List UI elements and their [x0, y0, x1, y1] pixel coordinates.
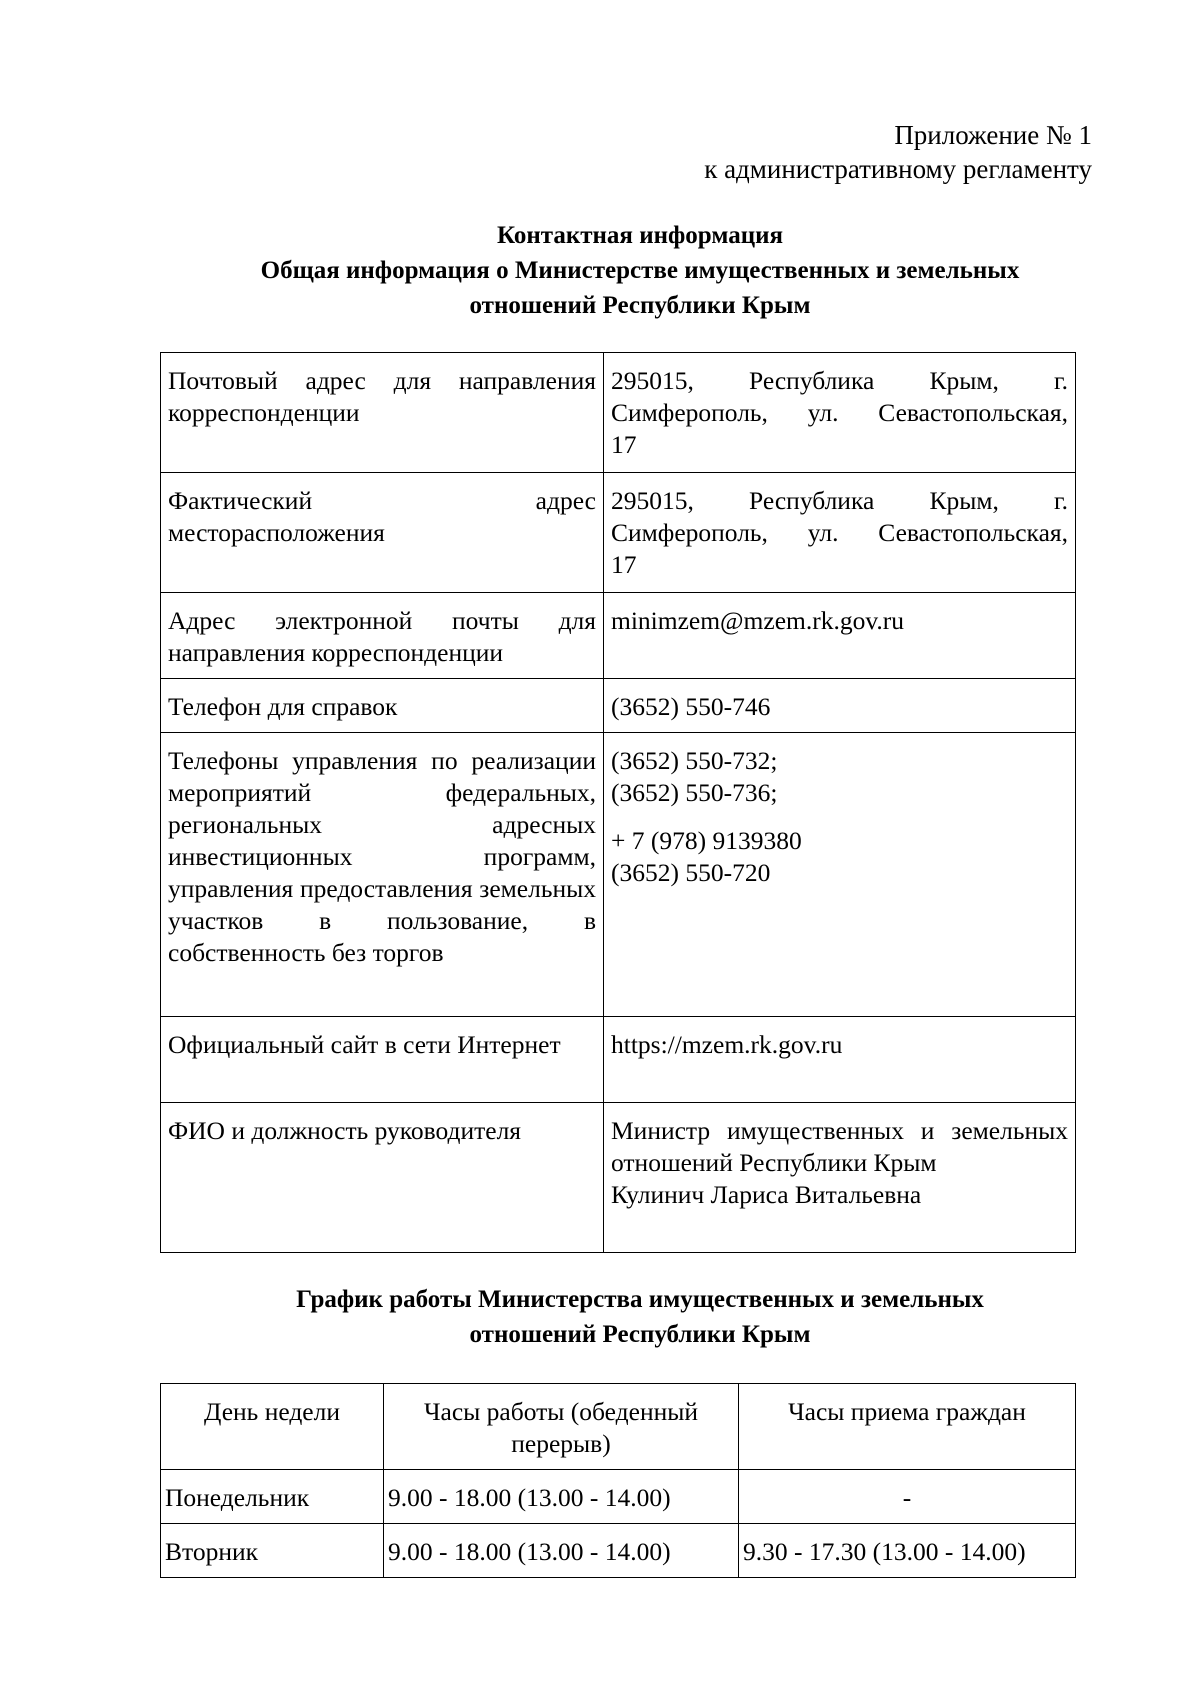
department-phones-value [604, 733, 1076, 1017]
postal-address-line: 17 [611, 430, 637, 459]
table-row [161, 473, 1076, 593]
head-label: ФИО и должность руководителя [161, 1103, 604, 1253]
department-phone: (3652) 550-732; [611, 746, 778, 775]
actual-address-value [604, 473, 1076, 593]
head-position: Министр имущественных и земельных отношений Республики Крым [611, 1116, 1068, 1177]
spacer [611, 809, 1068, 825]
annex-reference: к административному регламенту [704, 154, 1092, 184]
table-row [161, 1103, 1076, 1253]
actual-address-line: Симферополь, ул. Севастопольская, [611, 518, 1068, 547]
hours-cell: 9.00 - 18.00 (13.00 - 14.00) [384, 1470, 739, 1524]
actual-address-label-line: Фактический адрес [168, 486, 596, 515]
department-phone: (3652) 550-736; [611, 778, 778, 807]
table-row [161, 1524, 1076, 1578]
phone-value: (3652) 550-746 [604, 679, 1076, 733]
actual-address-line: 295015, Республика Крым, г. [611, 486, 1068, 515]
actual-address-line: 17 [611, 550, 637, 579]
hours-cell: 9.00 - 18.00 (13.00 - 14.00) [384, 1524, 739, 1578]
title-line-2: Общая информация о Министерстве имущественных и земельных [260, 257, 1020, 284]
department-phones-label: Телефоны управления по реализации мероприятий федеральных, региональных адресных инвестиционных программ, управления предоставления земельных участков в пользование, в собственность без торгов [161, 733, 604, 1017]
actual-address-label [161, 473, 604, 593]
contacts-table [160, 352, 1076, 1253]
schedule-title-line-2: отношений Республики Крым [469, 1321, 811, 1348]
header-reception: Часы приема граждан [739, 1384, 1076, 1470]
table-row [161, 353, 1076, 473]
reception-cell: 9.30 - 17.30 (13.00 - 14.00) [739, 1524, 1076, 1578]
schedule-title-line-1: График работы Министерства имущественных и земельных [296, 1286, 984, 1313]
table-row [161, 1017, 1076, 1103]
website-label: Официальный сайт в сети Интернет [161, 1017, 604, 1103]
day-cell: Понедельник [161, 1470, 384, 1524]
email-label: Адрес электронной почты для направления корреспонденции [161, 593, 604, 679]
header-hours: Часы работы (обеденный перерыв) [384, 1384, 739, 1470]
postal-address-line: Симферополь, ул. Севастопольская, [611, 398, 1068, 427]
postal-address-value [604, 353, 1076, 473]
header-day: День недели [161, 1384, 384, 1470]
email-value[interactable]: minimzem@mzem.rk.gov.ru [604, 593, 1076, 679]
website-value[interactable]: https://mzem.rk.gov.ru [604, 1017, 1076, 1103]
head-value [604, 1103, 1076, 1253]
day-cell: Вторник [161, 1524, 384, 1578]
department-phone: + 7 (978) 9139380 [611, 826, 802, 855]
reception-cell: - [739, 1470, 1076, 1524]
phone-label: Телефон для справок [161, 679, 604, 733]
table-row [161, 1470, 1076, 1524]
table-row [161, 733, 1076, 1017]
table-header-row [161, 1384, 1076, 1470]
department-phone: (3652) 550-720 [611, 858, 771, 887]
title-line-3: отношений Республики Крым [469, 292, 811, 319]
schedule-title [100, 1282, 1180, 1352]
schedule-table [160, 1383, 1076, 1578]
annex-number: Приложение № 1 [894, 120, 1092, 150]
head-name: Кулинич Лариса Витальевна [611, 1180, 922, 1209]
table-row [161, 593, 1076, 679]
document-title [100, 218, 1180, 323]
annex-header [704, 118, 1092, 186]
table-row [161, 679, 1076, 733]
title-line-1: Контактная информация [496, 222, 784, 249]
actual-address-label-line: месторасположения [168, 518, 385, 547]
postal-address-line: 295015, Республика Крым, г. [611, 366, 1068, 395]
postal-address-label: Почтовый адрес для направления корреспонденции [161, 353, 604, 473]
